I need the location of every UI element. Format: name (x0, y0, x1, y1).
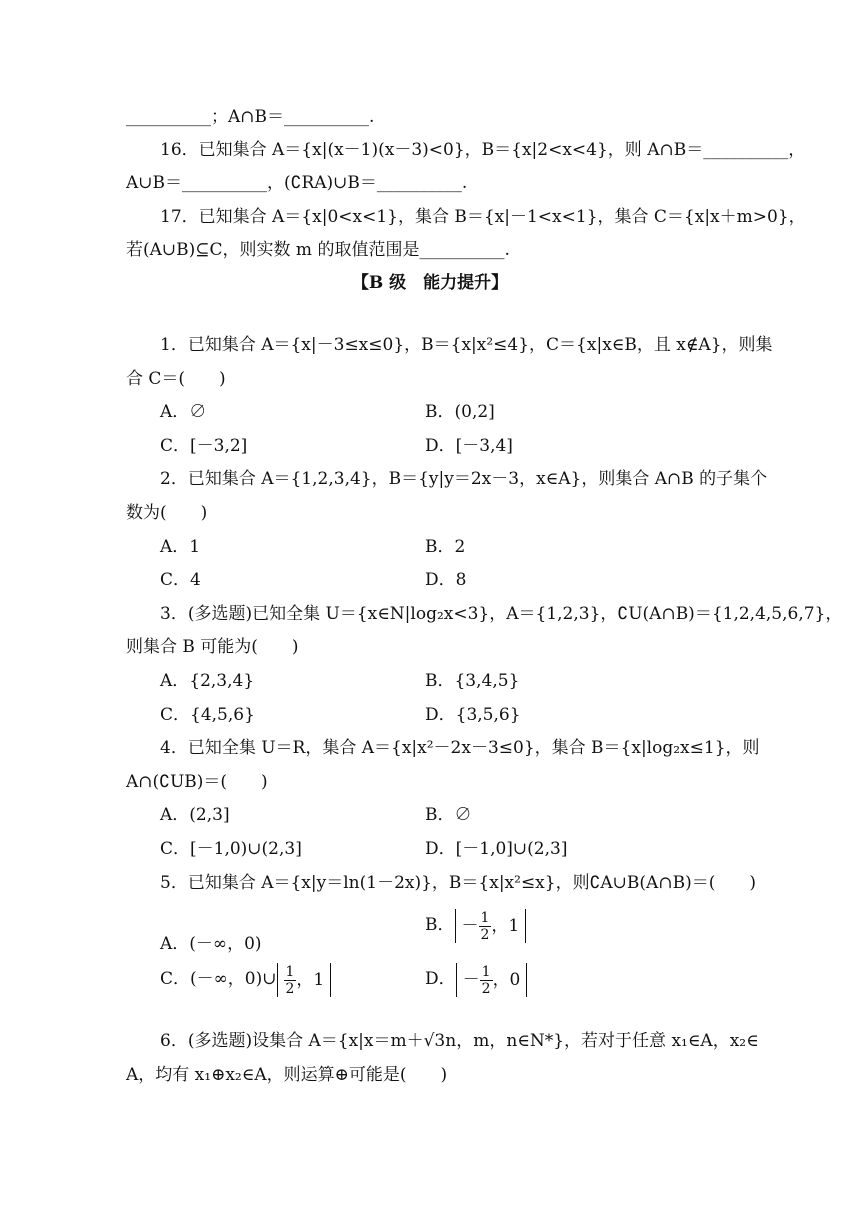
fraction (284, 964, 297, 997)
question-2-line2: 数为( ) (126, 503, 208, 523)
sign: － (462, 969, 480, 990)
option-b (425, 908, 528, 948)
option-b: B．(0,2] (425, 402, 495, 422)
option-b: B．∅ (425, 805, 472, 825)
option-c (160, 962, 333, 1002)
interval-bracket (455, 909, 527, 943)
option-a: A．(－∞，0) (160, 934, 262, 954)
question-16-line1: 16．已知集合 A＝{x|(x－1)(x－3)<0}，B＝{x|2<x<4}，则 A∩B＝__________， (160, 140, 806, 160)
question-5-line1: 5．已知集合 A＝{x|y＝ln(1－2x)}，B＝{x|x²≤x}，则∁A∪B(A∩B)＝( ) (160, 873, 756, 893)
interval-tail: ，1 (491, 915, 520, 936)
option-label: C．(－∞，0)∪ (160, 969, 277, 989)
option-label: D． (425, 969, 456, 989)
option-c: C．[－1,0)∪(2,3] (160, 839, 302, 859)
fraction-denominator: 2 (481, 980, 491, 997)
question-6-line2: A，均有 x₁⊕x₂∈A，则运算⊕可能是( ) (126, 1065, 448, 1085)
option-b: B．2 (425, 537, 466, 557)
question-6-line1: 6．(多选题)设集合 A＝{x|x＝m＋√3n，m，n∈N*}，若对于任意 x₁∈A，x₂∈ (160, 1031, 759, 1051)
question-16-line2: A∪B＝__________，(∁RA)∪B＝__________. (126, 173, 468, 193)
option-c: C．[－3,2] (160, 436, 248, 456)
question-17-line1: 17．已知集合 A＝{x|0<x<1}，集合 B＝{x|－1<x<1}，集合 C＝{x|x＋m>0}， (160, 207, 806, 227)
question-17-line2: 若(A∪B)⊆C，则实数 m 的取值范围是__________. (126, 240, 510, 260)
section-title: 【B 级 能力提升】 (351, 273, 509, 293)
option-a: A．1 (160, 537, 201, 557)
fraction-denominator: 2 (480, 926, 490, 943)
option-a: A．{2,3,4} (160, 671, 255, 691)
fraction-denominator: 2 (285, 980, 295, 997)
option-d: D．{3,5,6} (425, 705, 521, 725)
option-label: B． (425, 915, 455, 935)
option-d: D．8 (425, 570, 467, 590)
fraction-numerator: 1 (285, 963, 295, 980)
option-a: A．∅ (160, 402, 207, 422)
sign: － (461, 915, 479, 936)
fraction-numerator: 1 (480, 909, 490, 926)
interval-tail: ，0 (492, 969, 521, 990)
option-b: B．{3,4,5} (425, 671, 520, 691)
option-a: A．(2,3] (160, 805, 230, 825)
question-2-line1: 2．已知集合 A＝{1,2,3,4}，B＝{y|y＝2x－3，x∈A}，则集合 A∩B 的子集个 (160, 469, 768, 489)
option-d (425, 962, 529, 1002)
option-d: D．[－1,0]∪(2,3] (425, 839, 568, 859)
fraction (480, 964, 493, 997)
question-3-line2: 则集合 B 可能为( ) (126, 637, 299, 657)
question-4-line1: 4．已知全集 U＝R，集合 A＝{x|x²－2x－3≤0}，集合 B＝{x|log₂x≤1}，则 (160, 738, 760, 758)
option-c: C．{4,5,6} (160, 705, 255, 725)
question-3-line1: 3．(多选题)已知全集 U＝{x∈N|log₂x<3}，A＝{1,2,3}，∁U(A∩B)＝{1,2,4,5,6,7}， (160, 604, 843, 624)
fraction-numerator: 1 (481, 963, 491, 980)
interval-tail: ，1 (296, 969, 325, 990)
question-4-line2: A∩(∁UB)＝( ) (126, 772, 268, 792)
interval-bracket (456, 963, 528, 997)
interval-bracket (277, 963, 332, 997)
question-1-line1: 1．已知集合 A＝{x|－3≤x≤0}，B＝{x|x²≤4}，C＝{x|x∈B，且 x∉A}，则集 (160, 335, 773, 355)
question-1-line2: 合 C＝( ) (126, 369, 226, 389)
option-d: D．[－3,4] (425, 436, 513, 456)
text-line: __________；A∩B＝__________. (126, 107, 375, 127)
fraction (479, 910, 492, 943)
option-c: C．4 (160, 570, 201, 590)
